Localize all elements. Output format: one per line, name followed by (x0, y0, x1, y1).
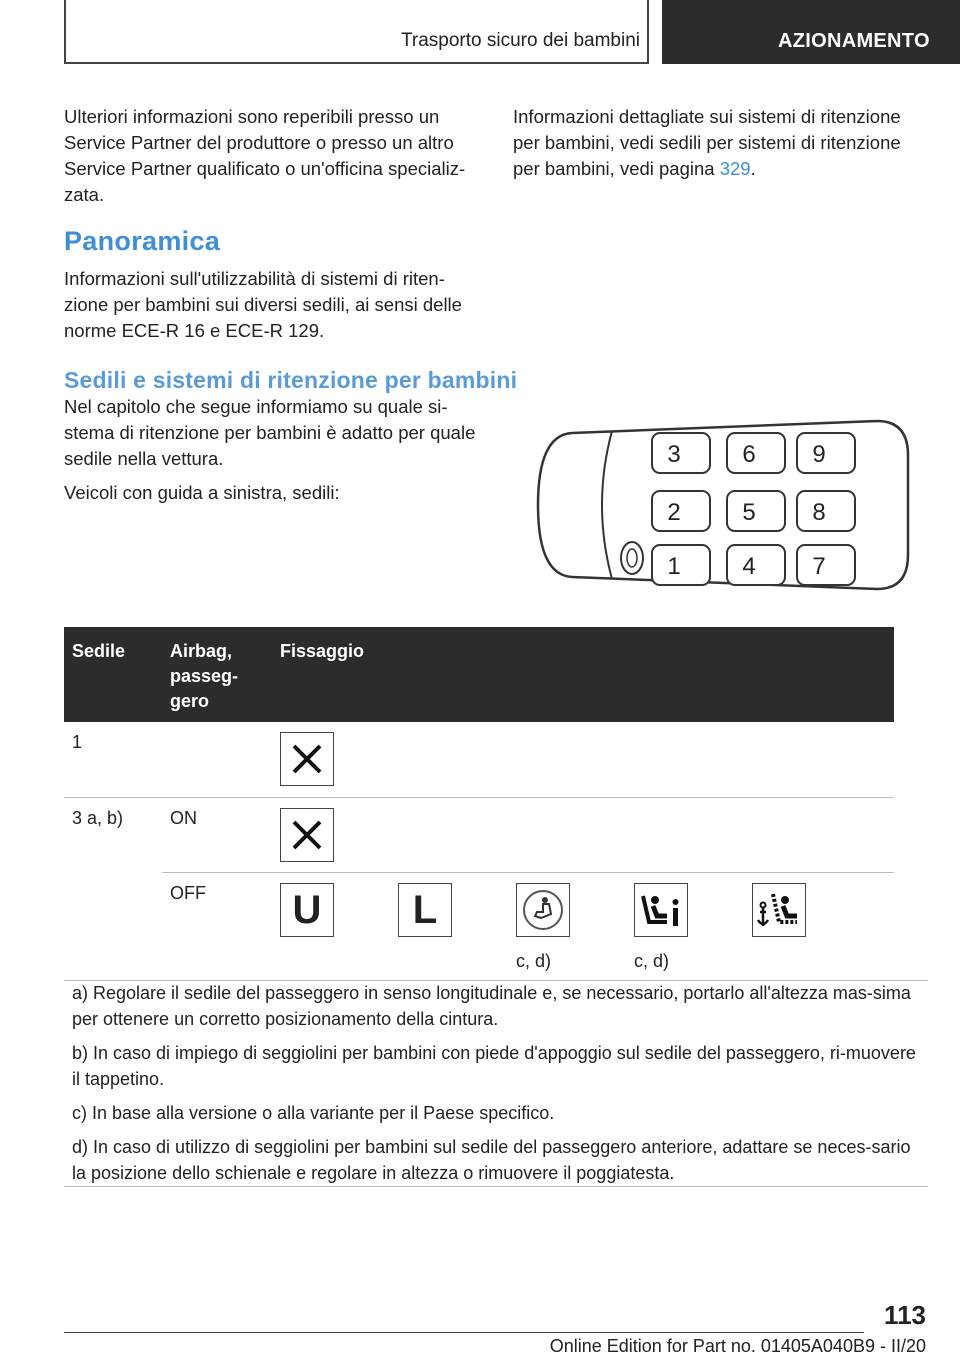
steering-wheel-icon (621, 542, 643, 574)
table-row (64, 722, 928, 797)
seat-grid (652, 433, 855, 585)
seat-box-1 (652, 545, 710, 585)
fixing-cell (744, 872, 894, 980)
seat-number-5: 5 (742, 499, 756, 526)
seat-layout-diagram (532, 415, 912, 595)
seat-box-9 (797, 433, 855, 473)
seat-number-2: 2 (667, 499, 681, 526)
seat-number-3: 3 (667, 441, 681, 468)
header-chapter-tab: AZIONAMENTO (662, 0, 960, 64)
universal-u-icon: U (280, 883, 334, 937)
fixing-cell (272, 872, 390, 980)
seats-heading: Sedili e sistemi di ritenzione per bambini (64, 367, 518, 393)
seat-number-1: 1 (667, 553, 681, 580)
seat-box-6 (727, 433, 785, 473)
table-footnotes (64, 980, 928, 1194)
header-airbag: Airbag, passeg- gero (162, 627, 272, 722)
page-number: 113 (884, 1300, 926, 1330)
footnote-d: d) In caso di utilizzo di seggiolini per bambini sul sedile del passeggero anteriore, adattare se neces-sario la posizione dello schienale e regolare in altezza o rimuovere il poggiatesta. (72, 1137, 911, 1183)
fixing-note: c, d) (516, 950, 552, 971)
airbag-cell: ON (162, 797, 272, 872)
fixing-cell (508, 872, 626, 980)
footnote-c: c) In base alla versione o alla variante per il Paese specifico. (72, 1103, 555, 1123)
overview-body (64, 266, 482, 344)
seat-number-8: 8 (812, 499, 826, 526)
fixing-note: c, d) (634, 950, 670, 971)
fixing-cell (390, 872, 508, 980)
isize-booster-icon (516, 883, 570, 937)
seat-cell: 1 (64, 722, 162, 797)
isofix-anchor-icon (752, 883, 806, 937)
fixing-cell (272, 797, 894, 872)
seat-cell: 3 a, b) (72, 807, 124, 828)
table-row (64, 872, 928, 980)
overview-heading: Panoramica (64, 226, 221, 256)
airbag-cell: OFF (162, 872, 272, 980)
cross-icon (280, 808, 334, 862)
fixing-cell (272, 722, 894, 797)
footer-edition: Online Edition for Part no. 01405A040B9 - II/20 (549, 1336, 926, 1356)
header-fixing: Fissaggio (272, 627, 894, 722)
seat-compatibility-table (64, 627, 928, 981)
seat-box-5 (727, 491, 785, 531)
header-seat: Sedile (64, 627, 162, 722)
seat-box-8 (797, 491, 855, 531)
table-row (64, 797, 928, 872)
header-section-title: Trasporto sicuro dei bambini (400, 30, 640, 51)
windshield-line (602, 431, 612, 579)
seat-box-4 (727, 545, 785, 585)
semi-universal-l-icon: L (398, 883, 452, 937)
cross-icon (280, 732, 334, 786)
seat-number-9: 9 (812, 441, 826, 468)
seat-box-7 (797, 545, 855, 585)
intro-left-text: Ulteriori informazioni sono reperibili presso un Service Partner del produttore o presso un altro Service Partner qualificato o un'officina specializ-zata. (64, 106, 466, 205)
intro-left-column (64, 104, 482, 208)
seat-number-7: 7 (812, 553, 826, 580)
table-header-row (64, 627, 928, 722)
seat-number-6: 6 (742, 441, 756, 468)
intro-right-text: Informazioni dettagliate sui sistemi di ritenzione per bambini, vedi sedili per sistemi di ritenzione per bambini, vedi pagina 329. (513, 106, 901, 179)
seat-number-4: 4 (742, 553, 756, 580)
fixing-cell (626, 872, 744, 980)
page-link[interactable]: 329 (719, 158, 751, 179)
footnotes-divider (64, 1186, 928, 1187)
footer-divider (64, 1332, 864, 1333)
seat-cell (64, 872, 162, 980)
footnote-b: b) In caso di impiego di seggiolini per bambini con piede d'appoggio sul sedile del passeggero, ri-muovere il tappetino. (72, 1043, 916, 1089)
seats-intro-text: Nel capitolo che segue informiamo su quale si-stema di ritenzione per bambini è adatto per quale sedile nella vettura. (64, 396, 476, 469)
overview-text: Informazioni sull'utilizzabilità di sistemi di riten-zione per bambini sui diversi sedili, ai sensi delle norme ECE-R 16 e ECE-R 129. (64, 268, 462, 341)
seats-body (64, 394, 482, 506)
footnote-a: a) Regolare il sedile del passeggero in senso longitudinale e, se necessario, portarlo all'altezza mas-sima per ottenere un corretto posizionamento della cintura. (72, 983, 911, 1029)
booster-seat-i-icon (634, 883, 688, 937)
airbag-cell (162, 722, 272, 797)
seat-box-2 (652, 491, 710, 531)
intro-right-column (513, 104, 923, 182)
seat-box-3 (652, 433, 710, 473)
seats-lhd-text: Veicoli con guida a sinistra, sedili: (64, 482, 340, 503)
